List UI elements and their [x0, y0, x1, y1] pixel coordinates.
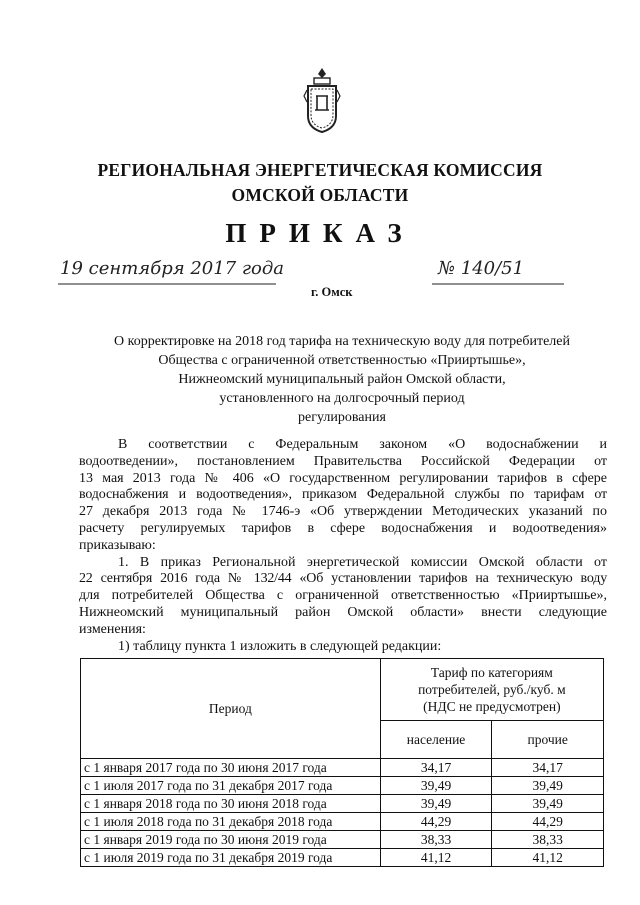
handwritten-date: 19 сентября 2017 года [60, 258, 284, 279]
other-cell: 39,49 [492, 777, 604, 795]
period-cell: с 1 января 2018 года по 30 июня 2018 года [81, 795, 381, 813]
paragraph-line: водоснабжения и водоотведения», приказом Федеральной службы по тарифам от [79, 487, 607, 503]
header-tariff-line: потребителей, руб./куб. м [418, 682, 566, 697]
population-cell: 41,12 [380, 849, 492, 867]
table-row [81, 849, 604, 867]
header-period: Период [81, 659, 381, 759]
org-name-line-2: ОМСКОЙ ОБЛАСТИ [231, 185, 409, 205]
other-cell: 44,29 [492, 813, 604, 831]
paragraph-line: Нижнеомский муниципальный район Омской области» внести следующие [79, 604, 607, 620]
subject-line: Нижнеомский муниципальный район Омской области, [178, 372, 506, 387]
period-cell: с 1 июля 2019 года по 31 декабря 2019 года [81, 849, 381, 867]
header-tariff-line: Тариф по категориям [430, 665, 553, 680]
paragraph-line: изменения: [79, 621, 146, 637]
handwritten-number: № 140/51 [438, 258, 525, 279]
header-population: население [380, 721, 492, 759]
subject-line: Общества с ограниченной ответственностью «Прииртышье», [158, 353, 526, 368]
table-row [81, 759, 604, 777]
period-cell: с 1 января 2017 года по 30 июня 2017 года [81, 759, 381, 777]
population-cell: 38,33 [380, 831, 492, 849]
period-cell: с 1 июля 2018 года по 31 декабря 2018 года [81, 813, 381, 831]
paragraph-line: 22 сентября 2016 года № 132/44 «Об установлении тарифов на техническую воду [79, 571, 607, 587]
other-cell: 38,33 [492, 831, 604, 849]
paragraph-line: водоотведении», постановлением Правительства Российской Федерации от [79, 453, 607, 469]
population-cell: 34,17 [380, 759, 492, 777]
population-cell: 39,49 [380, 795, 492, 813]
paragraph-line: 13 мая 2013 года № 406 «О государственном регулировании тарифов в сфере [79, 470, 607, 486]
subject-line: О корректировке на 2018 год тарифа на техническую воду для потребителей [114, 334, 570, 349]
table-row [81, 795, 604, 813]
paragraph-line: 1. В приказ Региональной энергетической комиссии Омской области от [118, 554, 607, 570]
date-underline [58, 282, 276, 286]
header-tariff-line: (НДС не предусмотрен) [423, 699, 561, 714]
table-row [81, 831, 604, 849]
paragraph-line: 27 декабря 2013 года № 1746-э «Об утверждении Методических указаний по [79, 504, 607, 520]
population-cell: 39,49 [380, 777, 492, 795]
header-tariff [380, 659, 603, 721]
number-underline [432, 282, 564, 286]
other-cell: 34,17 [492, 759, 604, 777]
subject-line: регулирования [298, 410, 386, 425]
period-cell: с 1 июля 2017 года по 31 декабря 2017 года [81, 777, 381, 795]
table-row [81, 777, 604, 795]
table-row [81, 813, 604, 831]
city: г. Омск [311, 285, 353, 299]
tariff-table [80, 658, 604, 867]
document-body [79, 437, 607, 655]
period-cell: с 1 января 2019 года по 30 июня 2019 года [81, 831, 381, 849]
subject-block [80, 332, 604, 427]
header-other: прочие [492, 721, 604, 759]
subject-line: установленного на долгосрочный период [219, 391, 465, 406]
paragraph-line: 1) таблицу пункта 1 изложить в следующей редакции: [118, 638, 442, 654]
paragraph-line: для потребителей Общества с ограниченной ответственностью «Прииртышье», [79, 588, 607, 604]
paragraph-line: приказываю: [79, 537, 156, 553]
population-cell: 44,29 [380, 813, 492, 831]
other-cell: 41,12 [492, 849, 604, 867]
org-name-line-1: РЕГИОНАЛЬНАЯ ЭНЕРГЕТИЧЕСКАЯ КОМИССИЯ [97, 160, 543, 180]
coat-of-arms-emblem [303, 66, 341, 134]
paragraph-line: расчету регулируемых тарифов в сфере водоснабжения и водоотведения» [79, 520, 607, 536]
paragraph-line: В соответствии с Федеральным законом «О водоснабжении и [118, 437, 607, 452]
other-cell: 39,49 [492, 795, 604, 813]
document-type: ПРИКАЗ [225, 218, 415, 248]
